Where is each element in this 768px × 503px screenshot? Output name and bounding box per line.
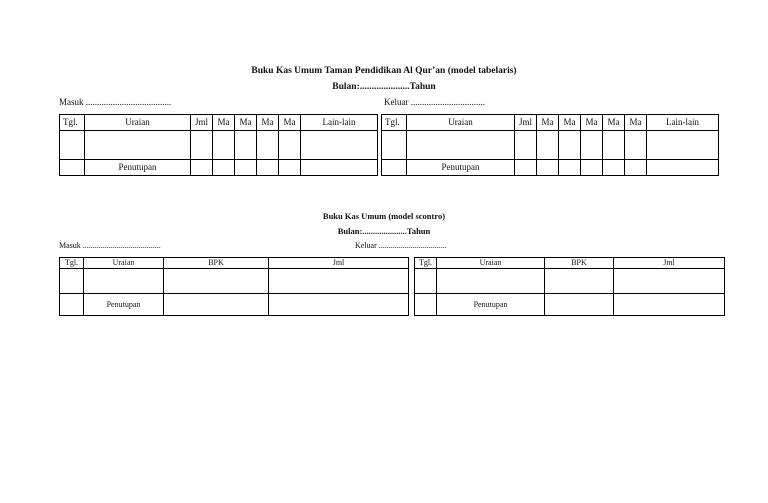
tabelaris-in-table xyxy=(59,114,378,176)
tabelaris-title xyxy=(0,66,768,76)
scontro-title: Buku Kas Umum (model scontro) xyxy=(322,211,446,221)
col-uraian: Uraian xyxy=(437,258,545,269)
col-jml: Jml xyxy=(269,258,409,269)
col-ma-3: Ma xyxy=(581,115,603,131)
tabelaris-in-label: Masuk ...................................... xyxy=(59,97,172,107)
table-row xyxy=(382,160,719,176)
closing-label: Penutupan xyxy=(437,294,545,316)
tabelaris-out-label: Keluar ................................. xyxy=(384,97,485,107)
col-tgl: Tgl. xyxy=(60,115,85,131)
col-lain-lain: Lain-lain xyxy=(647,115,719,131)
table-row xyxy=(415,269,725,294)
col-jml: Jml xyxy=(614,258,725,269)
scontro-in-label: Masuk ....................................... xyxy=(59,241,161,250)
closing-label: Penutupan xyxy=(407,160,515,176)
tabelaris-title-suffix: (model tabelaris) xyxy=(447,66,517,76)
col-bpk: BPK xyxy=(545,258,614,269)
closing-label: Penutupan xyxy=(85,160,191,176)
table-header-row xyxy=(415,258,725,269)
table-row xyxy=(382,131,719,160)
table-header-row xyxy=(382,115,719,131)
closing-label: Penutupan xyxy=(84,294,164,316)
col-ma-4: Ma xyxy=(603,115,625,131)
col-lain-lain: Lain-lain xyxy=(301,115,378,131)
tabelaris-title-prefix: Buku Kas Umum xyxy=(251,66,323,76)
scontro-month-line: Bulan:.....................Tahun xyxy=(337,226,431,236)
table-header-row xyxy=(60,258,409,269)
col-ma-2: Ma xyxy=(235,115,257,131)
col-uraian: Uraian xyxy=(85,115,191,131)
scontro-out-table xyxy=(414,257,725,316)
col-jml: Jml xyxy=(515,115,537,131)
col-ma-5: Ma xyxy=(625,115,647,131)
col-jml: Jml xyxy=(191,115,213,131)
col-ma-3: Ma xyxy=(257,115,279,131)
table-row xyxy=(60,269,409,294)
col-tgl: Tgl. xyxy=(382,115,407,131)
col-tgl: Tgl. xyxy=(60,258,84,269)
col-tgl: Tgl. xyxy=(415,258,437,269)
col-uraian: Uraian xyxy=(84,258,164,269)
col-ma-2: Ma xyxy=(559,115,581,131)
scontro-in-table xyxy=(59,257,409,316)
col-bpk: BPK xyxy=(164,258,269,269)
table-row xyxy=(60,160,378,176)
tabelaris-title-name: Taman Pendidikan Al Qur’an xyxy=(324,66,446,76)
scontro-out-label: Keluar .................................. xyxy=(355,241,447,250)
tabelaris-month-line: Bulan:.....................Tahun xyxy=(332,82,436,92)
col-ma-1: Ma xyxy=(537,115,559,131)
table-row xyxy=(60,294,409,316)
tabelaris-out-table xyxy=(381,114,719,176)
table-header-row xyxy=(60,115,378,131)
table-row xyxy=(60,131,378,160)
col-ma-1: Ma xyxy=(213,115,235,131)
table-row xyxy=(415,294,725,316)
col-ma-4: Ma xyxy=(279,115,301,131)
col-uraian: Uraian xyxy=(407,115,515,131)
